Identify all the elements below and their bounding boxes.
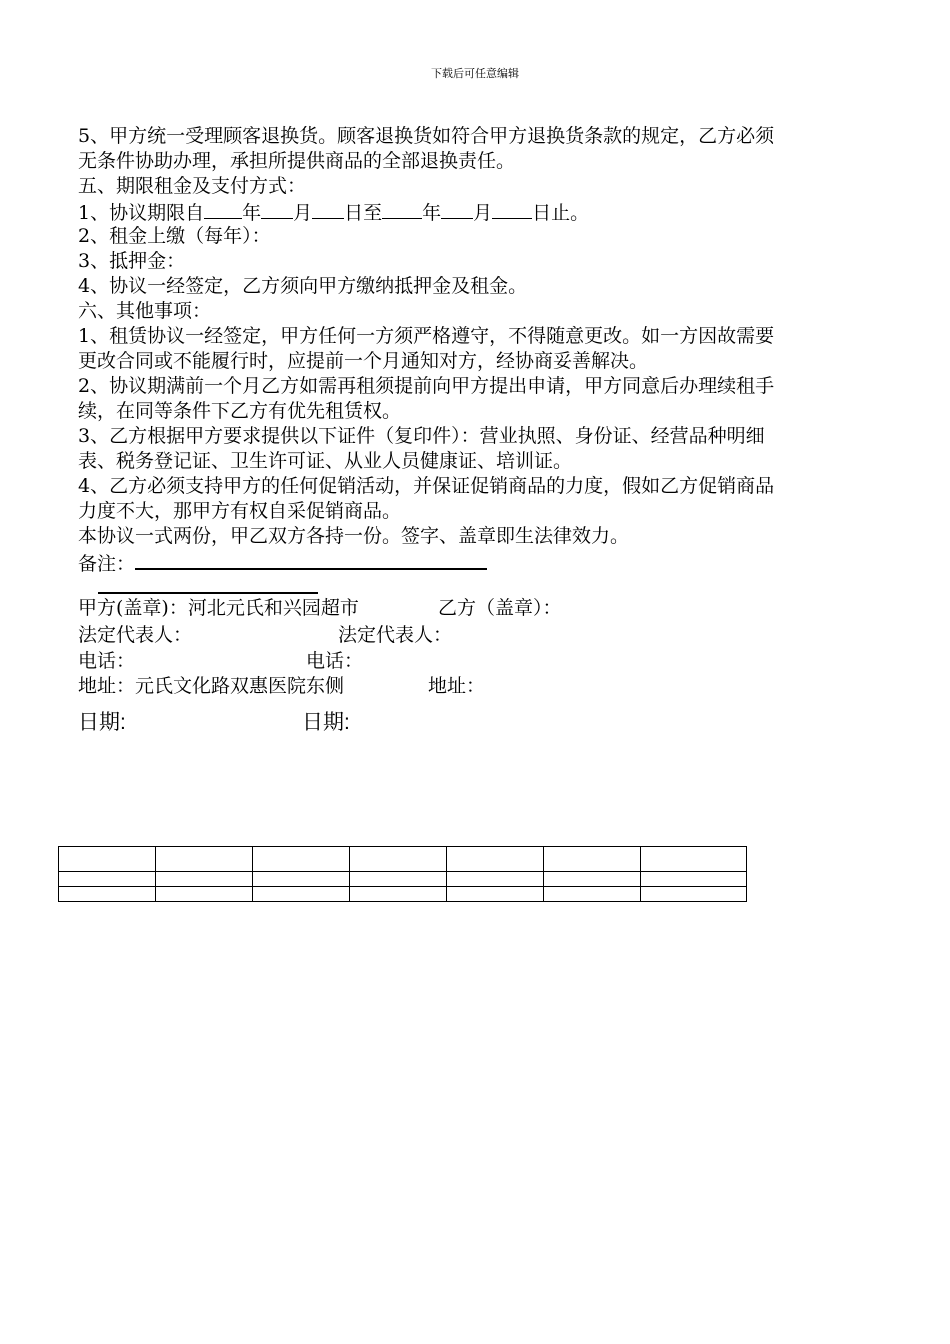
paragraph-line: 1、租赁协议一经签定，甲方任何一方须严格遵守，不得随意更改。如一方因故需要: [78, 325, 775, 347]
party-a-label: 甲方(盖章)：河北元氏和兴园超市: [78, 597, 359, 619]
blank-year-start: [204, 199, 242, 219]
table-cell: [544, 872, 641, 887]
section-heading: 五、期限租金及支付方式：: [78, 175, 307, 197]
term-line: [78, 199, 908, 224]
paragraph-line: 本协议一式两份，甲乙双方各持一份。签字、盖章即生法律效力。: [78, 525, 630, 547]
table-cell: [59, 847, 156, 872]
phone-a-label: 电话：: [78, 650, 136, 672]
term-prefix: 1、协议期限自: [78, 202, 205, 224]
table-cell: [447, 887, 544, 902]
party-b-label: 乙方（盖章）：: [438, 597, 562, 619]
paragraph-line: 力度不大，那甲方有权自采促销商品。: [78, 500, 402, 522]
rep-a-label: 法定代表人：: [78, 624, 193, 646]
paragraph-line: 更改合同或不能履行时，应提前一个月通知对方，经协商妥善解决。: [78, 350, 649, 372]
table-cell: [59, 887, 156, 902]
table-cell: [350, 872, 447, 887]
blank-day-start: [312, 199, 344, 219]
term-month-2: 月: [473, 202, 493, 224]
table-cell: [156, 847, 253, 872]
date-a-label: 日期:: [78, 711, 126, 734]
table-cell: [641, 872, 747, 887]
term-day: 日至: [344, 202, 383, 224]
table-cell: [641, 847, 747, 872]
agreement-body: [78, 124, 908, 574]
paragraph-line: 2、协议期满前一个月乙方如需再租须提前向甲方提出申请，甲方同意后办理续租手: [78, 375, 775, 397]
paragraph-line: 续，在同等条件下乙方有优先租赁权。: [78, 400, 402, 422]
paragraph-line: 4、乙方必须支持甲方的任何促销活动，并保证促销商品的力度，假如乙方促销商品: [78, 475, 775, 497]
remarks-blank: [135, 549, 487, 570]
table-cell: [447, 872, 544, 887]
table-cell: [253, 847, 350, 872]
remarks-label: 备注：: [78, 553, 136, 575]
table-cell: [544, 847, 641, 872]
term-month-1: 月: [293, 202, 313, 224]
date-b-label: 日期:: [302, 711, 350, 734]
table-cell: [156, 887, 253, 902]
table-cell: [253, 872, 350, 887]
rep-b-label: 法定代表人：: [338, 624, 453, 646]
phone-b-label: 电话：: [306, 650, 364, 672]
paragraph-line: 3、乙方根据甲方要求提供以下证件（复印件）：营业执照、身份证、经营品种明细: [78, 425, 765, 447]
remarks-blank-continued: [98, 592, 318, 594]
table-cell: [641, 887, 747, 902]
blank-year-end: [382, 199, 422, 219]
blank-month-end: [441, 199, 473, 219]
table-cell: [350, 847, 447, 872]
table-cell: [350, 887, 447, 902]
paragraph-line: 4、协议一经签定，乙方须向甲方缴纳抵押金及租金。: [78, 275, 528, 297]
table-cell: [59, 872, 156, 887]
section-heading: 六、其他事项：: [78, 300, 212, 322]
paragraph-line: 表、税务登记证、卫生许可证、从业人员健康证、培训证。: [78, 450, 573, 472]
table-cell: [253, 887, 350, 902]
address-b-label: 地址：: [428, 675, 486, 697]
empty-grid-table: [58, 846, 747, 902]
paragraph-line: 2、租金上缴（每年）：: [78, 225, 271, 247]
paragraph-line: 3、抵押金：: [78, 250, 186, 272]
term-end: 日止。: [532, 202, 590, 224]
paragraph-line: 无条件协助办理，承担所提供商品的全部退换责任。: [78, 150, 516, 172]
address-a-label: 地址：元氏文化路双惠医院东侧: [78, 675, 345, 697]
header-note: 下载后可任意编辑: [431, 67, 519, 80]
table-row: [59, 847, 747, 872]
blank-month-start: [261, 199, 293, 219]
table-cell: [447, 847, 544, 872]
blank-day-end: [492, 199, 532, 219]
term-year-2: 年: [422, 202, 442, 224]
table-row: [59, 872, 747, 887]
remarks-line: [78, 549, 908, 574]
term-year-1: 年: [242, 202, 262, 224]
table-cell: [156, 872, 253, 887]
paragraph-line: 5、甲方统一受理顾客退换货。顾客退换货如符合甲方退换货条款的规定，乙方必须: [78, 125, 775, 147]
table-cell: [544, 887, 641, 902]
table-row: [59, 887, 747, 902]
